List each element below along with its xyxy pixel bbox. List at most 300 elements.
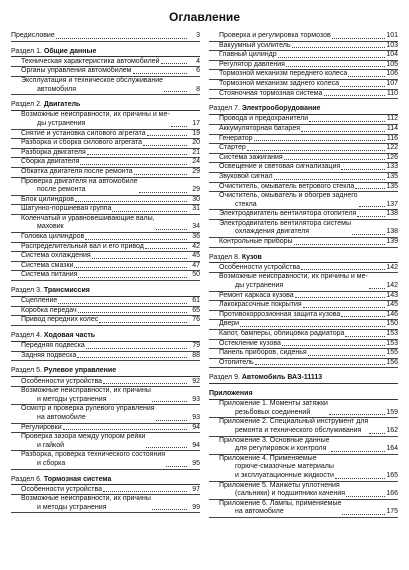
toc-entry-line: Сцепление xyxy=(21,297,58,305)
dot-leader xyxy=(77,357,187,358)
section-number: Раздел 3. xyxy=(11,287,42,295)
section-number: Раздел 9. xyxy=(209,374,240,382)
toc-entry-text xyxy=(21,307,77,316)
section-number: Раздел 2. xyxy=(11,101,42,109)
toc-entry-line: Блок цилиндров xyxy=(21,195,74,203)
toc-entry[interactable] xyxy=(209,238,398,248)
page-number: 94 xyxy=(192,441,200,449)
toc-entry[interactable] xyxy=(11,387,200,405)
section-name: Двигатель xyxy=(43,101,81,109)
section-name: Тормозная система xyxy=(43,475,112,483)
toc-entry[interactable] xyxy=(209,90,398,100)
dot-leader xyxy=(156,420,187,421)
toc-entry-line: охлаждения двигателя xyxy=(235,228,309,236)
toc-entry[interactable] xyxy=(11,243,200,253)
dot-leader xyxy=(342,514,385,515)
toc-entry-line: Система охлаждения xyxy=(21,252,91,260)
dot-leader xyxy=(309,121,385,122)
page-number: 116 xyxy=(386,134,398,142)
toc-entry[interactable] xyxy=(11,424,200,434)
toc-entry-text xyxy=(219,220,351,237)
toc-entry-line: Электродвигатель вентилятора системы xyxy=(219,219,351,227)
dot-leader xyxy=(103,491,187,492)
toc-entry[interactable] xyxy=(209,80,398,90)
toc-entry-line: (сальники) и подшипники качения xyxy=(235,490,346,498)
toc-entry-line: Передняя подвеска xyxy=(21,342,85,350)
toc-entry-line: Тормозной механизм заднего колеса xyxy=(219,79,340,87)
toc-column-left xyxy=(11,32,200,513)
page-number: 139 xyxy=(386,238,398,246)
toc-column-right xyxy=(209,32,398,518)
toc-entry[interactable] xyxy=(11,262,200,272)
dot-leader xyxy=(146,447,187,448)
toc-entry-text xyxy=(219,292,294,301)
section-name: Ходовая часть xyxy=(43,332,96,339)
toc-entry-text xyxy=(21,139,142,148)
toc-section xyxy=(11,48,200,96)
toc-entry-line: Разборка и сборка силового агрегата xyxy=(21,139,143,147)
toc-entry-line: Регулятор давления xyxy=(219,60,285,68)
section-name: Электрооборудование xyxy=(241,105,321,113)
toc-entry[interactable] xyxy=(209,437,398,455)
toc-entry-line: Панель приборов, сиденья xyxy=(219,349,307,357)
toc-entry[interactable] xyxy=(209,173,398,183)
toc-entry[interactable] xyxy=(11,307,200,317)
toc-entry-text xyxy=(21,342,85,351)
toc-entry[interactable] xyxy=(209,61,398,71)
page-number: 150 xyxy=(386,320,398,328)
toc-entry-line: Тормозной механизм переднего колеса xyxy=(219,70,348,78)
dot-leader xyxy=(301,131,385,132)
toc-entry[interactable] xyxy=(209,183,398,193)
page-number: 94 xyxy=(192,423,200,431)
page-number: 122 xyxy=(386,144,398,152)
toc-entry[interactable] xyxy=(209,125,398,135)
page-number: 79 xyxy=(192,342,200,350)
toc-entry[interactable] xyxy=(11,67,200,77)
dot-leader xyxy=(156,229,187,230)
section-name: Автомобиль ВАЗ-11113 xyxy=(241,374,323,382)
toc-entry[interactable] xyxy=(209,115,398,125)
page-number: 29 xyxy=(192,167,200,175)
page-number: 50 xyxy=(192,271,200,279)
toc-entry-text xyxy=(219,51,277,60)
toc-entry-text xyxy=(219,482,345,499)
dot-leader xyxy=(133,73,188,74)
toc-entry-line: Осмотр и проверка рулевого управления xyxy=(21,405,155,413)
dot-leader xyxy=(85,239,187,240)
dot-leader xyxy=(103,383,187,384)
toc-entry-line: маховик xyxy=(37,223,64,231)
toc-entry-line: Приложение 1. Моменты затяжки xyxy=(219,400,328,408)
dot-leader xyxy=(78,277,187,278)
toc-entry-text xyxy=(11,32,55,41)
toc-entry-text xyxy=(21,77,163,94)
section-heading xyxy=(209,374,398,384)
page-number: 142 xyxy=(386,282,398,290)
toc-section xyxy=(11,101,200,281)
toc-entry[interactable] xyxy=(209,42,398,52)
toc-entry-line: Звуковой сигнал xyxy=(219,172,273,180)
toc-entry-line: Коробка передач xyxy=(21,306,77,314)
dot-leader xyxy=(99,322,187,323)
toc-entry[interactable] xyxy=(11,495,200,513)
page-number: 133 xyxy=(386,163,398,171)
dot-leader xyxy=(308,355,385,356)
toc-entry-line: Двери xyxy=(219,320,240,328)
toc-entry[interactable] xyxy=(209,264,398,274)
toc-entry-line: Привод передних колес xyxy=(21,316,99,324)
toc-entry[interactable] xyxy=(11,139,200,149)
toc-entry-line: Приложение 2. Специальный инструмент для xyxy=(219,418,369,426)
dot-leader xyxy=(63,429,187,430)
section-name: Трансмиссия xyxy=(43,287,90,295)
toc-entry-line: Обкатка двигателя после ремонта xyxy=(21,167,133,175)
page-number: 101 xyxy=(386,32,398,39)
section-heading xyxy=(209,390,398,400)
section-number: Раздел 1. xyxy=(11,47,42,55)
toc-entry-line: Стояночная тормозная система xyxy=(219,89,323,97)
dot-leader xyxy=(357,216,385,217)
dot-leader xyxy=(348,76,385,77)
page-number: 126 xyxy=(386,153,398,161)
toc-entry-text xyxy=(21,168,133,177)
toc-entry[interactable] xyxy=(11,252,200,262)
toc-entry[interactable] xyxy=(209,349,398,359)
toc-entry-text xyxy=(21,58,160,67)
page-number: 93 xyxy=(192,395,200,403)
dot-leader xyxy=(152,401,187,402)
page-number: 99 xyxy=(192,503,200,511)
toc-entry-line: Возможные неисправности, их причины xyxy=(21,387,151,395)
toc-entry-line: Капот, бамперы, облицовка радиатора xyxy=(219,330,345,337)
toc-section xyxy=(11,332,200,361)
toc-entry[interactable] xyxy=(209,210,398,220)
page-number: 114 xyxy=(386,124,398,132)
toc-entry[interactable] xyxy=(11,433,200,451)
page-number: 166 xyxy=(386,490,398,498)
page-number: 34 xyxy=(192,223,200,231)
toc-entry-text xyxy=(219,301,302,310)
toc-entry-line: и методы устранения xyxy=(37,503,107,511)
toc-entry-text xyxy=(21,405,155,422)
section-heading xyxy=(11,101,200,111)
toc-entry[interactable] xyxy=(209,301,398,311)
page-number: 93 xyxy=(192,413,200,421)
toc-entry[interactable] xyxy=(209,273,398,291)
toc-entry-line: и гайкой xyxy=(37,441,65,449)
toc-entry[interactable] xyxy=(209,292,398,302)
page-number: 95 xyxy=(192,459,200,467)
toc-entry[interactable] xyxy=(11,111,200,129)
toc-entry[interactable] xyxy=(11,196,200,206)
toc-entry[interactable] xyxy=(11,316,200,326)
toc-entry-line: Стартер xyxy=(219,144,246,152)
dot-leader xyxy=(147,135,187,136)
toc-entry-line: автомобиля xyxy=(37,85,76,93)
toc-entry-text xyxy=(219,32,331,41)
section-heading xyxy=(11,476,200,486)
page-number: 29 xyxy=(192,186,200,194)
toc-entry-text xyxy=(21,352,76,361)
toc-entry-text xyxy=(21,433,145,450)
toc-entry-line: Приложение 4. Применяемые xyxy=(219,454,317,462)
toc-entry[interactable] xyxy=(11,451,200,469)
dot-leader xyxy=(292,47,385,48)
toc-entry[interactable] xyxy=(11,58,200,68)
toc-entry-text xyxy=(219,330,344,339)
toc-entry-text xyxy=(219,42,291,51)
toc-entry-text xyxy=(219,183,354,192)
toc-entry-line: Сборка двигателя xyxy=(21,158,80,166)
toc-entry-line: на автомобиле xyxy=(235,508,284,516)
dot-leader xyxy=(286,66,385,67)
toc-entry-line: резьбовых соединений xyxy=(235,408,311,416)
toc-entry[interactable] xyxy=(11,271,200,281)
toc-entry-text xyxy=(21,158,79,167)
dot-leader xyxy=(341,316,385,317)
section-heading xyxy=(209,254,398,264)
dot-leader xyxy=(92,258,187,259)
toc-entry[interactable] xyxy=(11,378,200,388)
toc-entry-text xyxy=(21,233,84,242)
toc-entry-line: Ремонт каркаса кузова xyxy=(219,291,294,299)
page-number: 165 xyxy=(386,471,398,479)
toc-entry-line: Система питания xyxy=(21,271,78,279)
toc-entry[interactable] xyxy=(11,168,200,178)
dot-leader xyxy=(240,326,385,327)
toc-entry-text xyxy=(21,495,151,512)
section-number: Раздел 4. xyxy=(11,332,42,339)
toc-entry-text xyxy=(21,262,73,271)
toc-entry[interactable] xyxy=(209,70,398,80)
toc-entry-line: ремонта и технического обслуживания xyxy=(235,426,362,434)
dot-leader xyxy=(303,307,385,308)
page-number: 30 xyxy=(192,195,200,203)
toc-entry-line: Контрольные приборы xyxy=(219,238,293,246)
dot-leader xyxy=(78,312,187,313)
page-number: 36 xyxy=(192,233,200,241)
page-number: 104 xyxy=(386,51,398,59)
toc-entry[interactable] xyxy=(209,400,398,418)
section-heading xyxy=(11,287,200,297)
toc-entry-line: Возможные неисправности, их причины и ме- xyxy=(219,273,368,281)
toc-entry-line: Коленчатый и уравновешивающие валы, xyxy=(21,214,155,222)
page-number: 146 xyxy=(386,310,398,318)
toc-entry-line: Приложение 6. Лампы, применяемые xyxy=(219,499,342,507)
toc-entry[interactable] xyxy=(11,352,200,362)
toc-entry-line: Остекление кузова xyxy=(219,339,281,347)
toc-entry-line: Эксплуатация и техническое обслуживание xyxy=(21,76,164,84)
toc-entry[interactable] xyxy=(209,455,398,482)
toc-entry[interactable] xyxy=(209,311,398,321)
toc-entry-text xyxy=(219,144,246,153)
dot-leader xyxy=(341,169,385,170)
toc-entry[interactable] xyxy=(11,486,200,496)
toc-entry[interactable] xyxy=(11,178,200,196)
dot-leader xyxy=(340,86,385,87)
page-number: 138 xyxy=(386,228,398,236)
toc-entry-line: Особенности устройства xyxy=(219,263,300,271)
toc-entry-text xyxy=(21,67,132,76)
toc-entry-text xyxy=(219,192,358,209)
dot-leader xyxy=(134,174,187,175)
toc-entry[interactable] xyxy=(11,149,200,159)
dot-leader xyxy=(282,345,385,346)
toc-entry[interactable] xyxy=(209,482,398,500)
toc-entry-line: Очиститель, омыватель ветрового стекла xyxy=(219,182,355,190)
toc-entry[interactable] xyxy=(209,330,398,340)
page-number: 135 xyxy=(386,172,398,180)
dot-leader xyxy=(247,150,385,151)
toc-entry-line: Особенности устройства xyxy=(21,485,102,493)
toc-entry-text xyxy=(219,80,339,89)
toc-entry-text xyxy=(219,418,368,435)
dot-leader xyxy=(75,201,187,202)
section-name: Приложения xyxy=(209,389,253,397)
page-number: 3 xyxy=(196,32,200,39)
dot-leader xyxy=(166,466,187,467)
page-number: 106 xyxy=(386,70,398,78)
toc-entry-text xyxy=(21,205,111,214)
dot-leader xyxy=(274,179,385,180)
dot-leader xyxy=(352,234,385,235)
toc-entry[interactable] xyxy=(11,405,200,423)
toc-entry[interactable] xyxy=(11,77,200,95)
page-number: 135 xyxy=(386,182,398,190)
toc-entry-text xyxy=(21,378,102,387)
toc-section xyxy=(209,254,398,369)
toc-entry-line: Шатунно-поршневая группа xyxy=(21,205,112,213)
toc-entry[interactable] xyxy=(209,135,398,145)
toc-entry[interactable] xyxy=(209,192,398,210)
toc-entry[interactable] xyxy=(11,342,200,352)
toc-entry-line: Возможные неисправности, их причины и ме- xyxy=(21,111,170,119)
dot-leader xyxy=(369,288,385,289)
toc-entry-text xyxy=(21,243,144,252)
toc-entry-text xyxy=(21,297,57,306)
toc-entry[interactable] xyxy=(209,340,398,350)
toc-entry[interactable] xyxy=(209,220,398,238)
page-number: 153 xyxy=(386,339,398,347)
toc-entry-text xyxy=(219,500,341,517)
toc-entry-text xyxy=(219,154,283,163)
toc-entry[interactable] xyxy=(11,130,200,140)
toc-entry-line: Возможные неисправности, их причины xyxy=(21,495,151,503)
toc-section xyxy=(11,476,200,514)
toc-entry-line: стекла xyxy=(235,200,257,208)
page-number: 164 xyxy=(386,445,398,453)
toc-entry-line: Разборка, проверка технического состояния xyxy=(21,451,166,459)
toc-entry-line: Задняя подвеска xyxy=(21,351,77,359)
toc-entry-text xyxy=(219,340,281,349)
page-number: 110 xyxy=(386,89,398,97)
toc-entry-line: Освещение и световая сигнализация xyxy=(219,163,341,171)
toc-entry-text xyxy=(21,111,170,128)
toc-entry-text xyxy=(219,359,254,368)
toc-entry[interactable] xyxy=(11,297,200,307)
toc-entry-text xyxy=(21,215,155,232)
toc-entry-text xyxy=(219,70,347,79)
page-number: 61 xyxy=(192,297,200,305)
toc-entry-line: горюче-смазочные материалы xyxy=(235,463,334,471)
toc-entry[interactable] xyxy=(209,32,398,42)
dot-leader xyxy=(255,364,385,365)
toc-entry-line: Система зажигания xyxy=(219,153,283,161)
toc-entry-line: Приложение 3. Основные данные xyxy=(219,436,330,444)
toc-entry-line: Провода и предохранители xyxy=(219,115,309,123)
dot-leader xyxy=(152,509,187,510)
toc-entry[interactable] xyxy=(11,233,200,243)
toc-entry-text xyxy=(219,135,253,144)
page-number: 21 xyxy=(192,148,200,156)
toc-entry-line: Головка цилиндров xyxy=(21,233,85,241)
toc-section xyxy=(209,32,398,99)
toc-entry-line: и эксплуатационные жидкости xyxy=(235,471,334,479)
toc-entry-line: для регулировок и контроля xyxy=(235,445,327,453)
toc-entry-text xyxy=(219,400,328,417)
toc-entry-line: ды устранения xyxy=(235,282,284,290)
toc-entry[interactable] xyxy=(11,32,200,42)
dot-leader xyxy=(74,267,187,268)
page-number: 137 xyxy=(386,200,398,208)
page-number: 143 xyxy=(386,291,398,299)
toc-entry[interactable] xyxy=(209,418,398,436)
toc-entry-line: ды устранения xyxy=(37,119,86,127)
toc-entry[interactable] xyxy=(209,359,398,369)
toc-entry-text xyxy=(21,130,146,139)
toc-entry-line: Предисловие xyxy=(11,32,55,39)
toc-entry[interactable] xyxy=(209,163,398,173)
toc-section xyxy=(11,287,200,326)
toc-entry-line: и сборка xyxy=(37,459,66,467)
toc-entry-line: Система смазки xyxy=(21,261,74,269)
toc-entry-text xyxy=(219,125,300,134)
dot-leader xyxy=(329,414,385,415)
dot-leader xyxy=(331,451,385,452)
toc-entry-text xyxy=(21,196,74,205)
section-number: Раздел 7. xyxy=(209,105,240,113)
dot-leader xyxy=(346,496,385,497)
toc-entry-line: после ремонта xyxy=(37,186,86,194)
section-name: Рулевое управление xyxy=(43,367,117,375)
toc-entry-text xyxy=(21,424,62,433)
toc-entry-line: Вакуумный усилитель xyxy=(219,41,291,49)
toc-section xyxy=(11,367,200,469)
page-number: 17 xyxy=(192,119,200,127)
toc-entry[interactable] xyxy=(209,320,398,330)
page-number: 76 xyxy=(192,316,200,324)
toc-entry[interactable] xyxy=(209,51,398,61)
page-number: 145 xyxy=(386,301,398,309)
toc-entry-line: Разборка двигателя xyxy=(21,148,86,156)
page-number: 47 xyxy=(192,261,200,269)
toc-entry-line: на автомобиле xyxy=(37,413,86,421)
toc-entry[interactable] xyxy=(209,500,398,518)
toc-entry[interactable] xyxy=(209,154,398,164)
toc-entry-line: Органы управления автомобилем xyxy=(21,67,132,75)
dot-leader xyxy=(345,336,385,337)
page-number: 107 xyxy=(386,79,398,87)
toc-entry[interactable] xyxy=(209,144,398,154)
page-number: 6 xyxy=(196,67,200,75)
dot-leader xyxy=(355,188,385,189)
toc-entry[interactable] xyxy=(11,205,200,215)
toc-entry-text xyxy=(219,90,323,99)
toc-entry-text xyxy=(219,437,330,454)
toc-entry[interactable] xyxy=(11,215,200,233)
toc-entry[interactable] xyxy=(11,158,200,168)
